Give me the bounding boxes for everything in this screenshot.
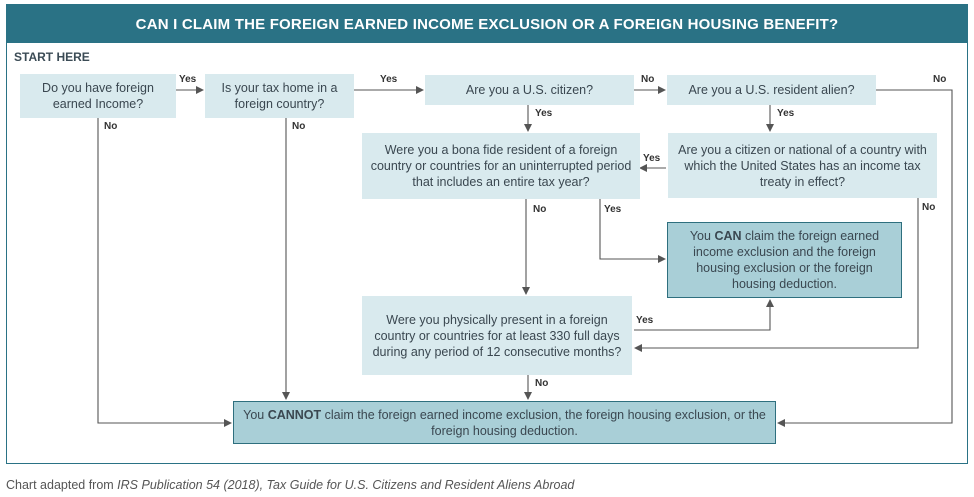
question-tax-home: Is your tax home in a foreign country?: [205, 74, 354, 118]
chart-title: CAN I CLAIM THE FOREIGN EARNED INCOME EXCLUSION OR A FOREIGN HOUSING BENEFIT?: [7, 5, 967, 43]
label-no-q4: No: [933, 74, 947, 85]
question-us-citizen: Are you a U.S. citizen?: [425, 75, 634, 105]
label-yes-q7: Yes: [636, 315, 654, 326]
label-yes-q4: Yes: [777, 108, 795, 119]
question-us-resident-alien: Are you a U.S. resident alien?: [667, 75, 876, 105]
question-physical-presence: Were you physically present in a foreign country or countries for at least 330 full days during any period of 12 consecutive months?: [362, 296, 632, 375]
label-yes-q5: Yes: [604, 204, 622, 215]
label-yes-q6: Yes: [643, 153, 661, 164]
label-no-q1: No: [104, 121, 118, 132]
question-treaty-country: Are you a citizen or national of a country with which the United States has an income tax treaty in effect?: [668, 133, 937, 198]
outcome-cannot-claim: [233, 401, 776, 444]
question-foreign-earned-income: Do you have foreign earned Income?: [20, 74, 176, 118]
label-no-q6: No: [922, 202, 936, 213]
label-yes-q1: Yes: [179, 74, 197, 85]
label-no-q5: No: [533, 204, 547, 215]
outcome-cannot-text: You CANNOT claim the foreign earned income exclusion, the foreign housing exclusion, or the foreign housing deduction.: [243, 407, 766, 438]
source-caption: Chart adapted from IRS Publication 54 (2018), Tax Guide for U.S. Citizens and Resident Aliens Abroad: [6, 478, 575, 492]
arrow-q1-no: [98, 118, 231, 423]
label-no-q3: No: [641, 74, 655, 85]
label-no-q2: No: [292, 121, 306, 132]
outcome-can-claim: [667, 222, 902, 298]
label-no-q7: No: [535, 378, 549, 389]
arrow-q7-yes: [634, 300, 770, 330]
question-bona-fide-resident: Were you a bona fide resident of a foreign country or countries for an uninterrupted period that includes an entire tax year?: [362, 133, 640, 199]
label-yes-q3: Yes: [535, 108, 553, 119]
outcome-can-text: You CAN claim the foreign earned income exclusion and the foreign housing exclusion or the foreign housing deduction.: [689, 229, 880, 291]
start-here-label: START HERE: [14, 50, 90, 64]
label-yes-q2: Yes: [380, 74, 398, 85]
